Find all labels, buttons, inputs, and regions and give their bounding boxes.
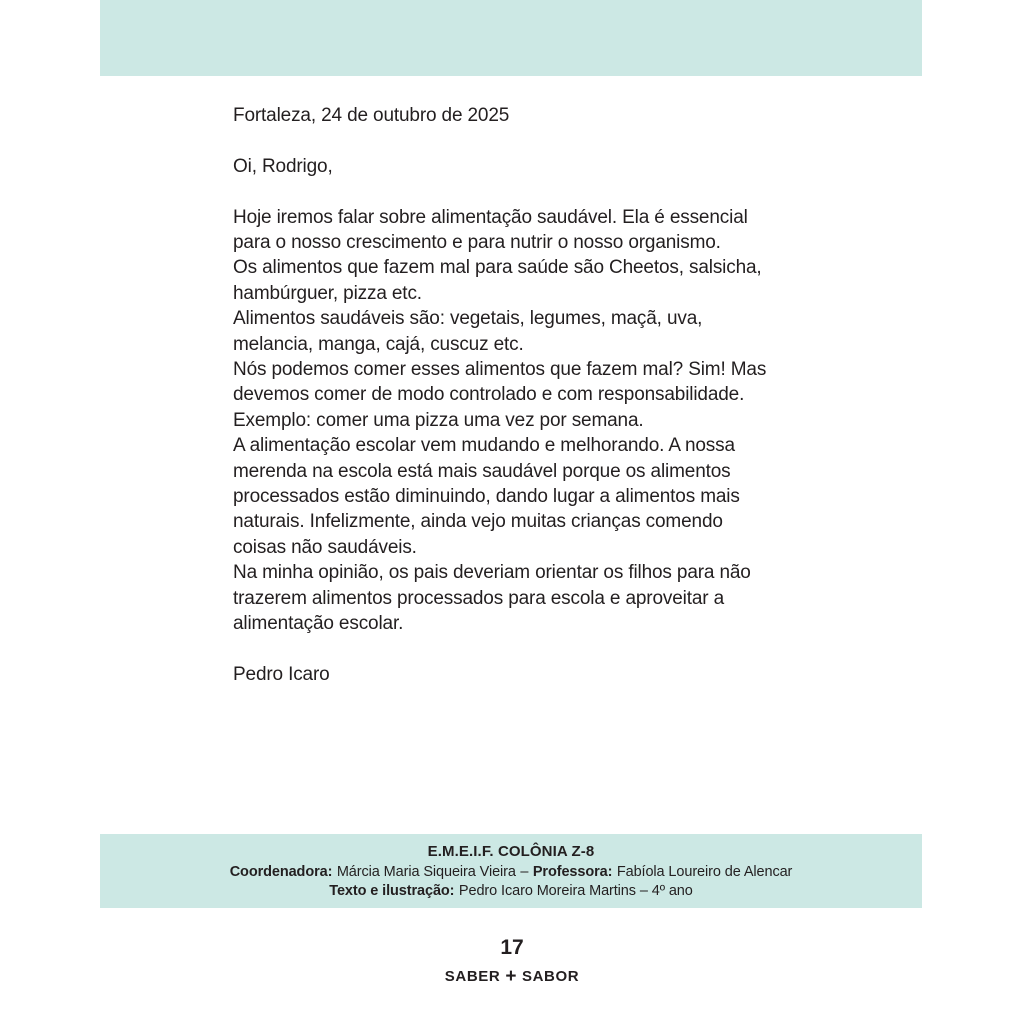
- letter-date: Fortaleza, 24 de outubro de 2025: [233, 105, 510, 126]
- letter-body-line: naturais. Infelizmente, ainda vejo muitas crianças comendo: [233, 511, 723, 533]
- footer-credits: [100, 834, 922, 908]
- letter-body-line: devemos comer de modo controlado e com responsabilidade.: [233, 384, 745, 406]
- letter-body-line: melancia, manga, cajá, cuscuz etc.: [233, 333, 524, 355]
- letter-signature: Pedro Icaro: [233, 663, 330, 685]
- teacher-name: Fabíola Loureiro de Alencar: [616, 863, 793, 880]
- letter-body-line: merenda na escola está mais saudável porque os alimentos: [233, 460, 731, 482]
- page-number: 17: [500, 936, 524, 959]
- letter-salutation: Oi, Rodrigo,: [233, 155, 333, 177]
- header-band: [100, 0, 922, 76]
- letter-body-line: trazerem alimentos processados para escola e aproveitar a: [233, 587, 724, 609]
- footer-staff-line: [230, 864, 793, 880]
- letter-body-line: processados estão diminuindo, dando lugar a alimentos mais: [233, 486, 740, 508]
- letter-body-line: para o nosso crescimento e para nutrir o nosso organismo.: [233, 232, 721, 253]
- imprint-word-left: SABER: [444, 968, 501, 985]
- credits-value: Pedro Icaro Moreira Martins – 4º ano: [458, 883, 693, 899]
- letter-body-line: Hoje iremos falar sobre alimentação saudável. Ela é essencial: [233, 206, 748, 228]
- separator-dash: –: [520, 863, 529, 880]
- school-name: E.M.E.I.F. COLÔNIA Z-8: [427, 843, 595, 860]
- letter-body-line: A alimentação escolar vem mudando e melhorando. A nossa: [233, 435, 735, 457]
- letter-body-line: Exemplo: comer uma pizza uma vez por semana.: [233, 409, 644, 431]
- plus-icon: +: [505, 966, 518, 987]
- letter-body-line: hambúrguer, pizza etc.: [233, 282, 422, 304]
- letter-text-block: [233, 103, 808, 687]
- letter-body-line: coisas não saudáveis.: [233, 536, 417, 558]
- footer-credits-line: [329, 883, 692, 899]
- coordinator-name: Márcia Maria Siqueira Vieira: [336, 863, 516, 880]
- imprint-word-right: SABOR: [522, 968, 580, 985]
- letter-body-line: Nós podemos comer esses alimentos que fazem mal? Sim! Mas: [233, 359, 767, 381]
- letter-body-line: Alimentos saudáveis são: vegetais, legumes, maçã, uva,: [233, 308, 703, 330]
- letter-body-line: Os alimentos que fazem mal para saúde são Cheetos, salsicha,: [233, 257, 762, 279]
- letter-body: [233, 205, 808, 637]
- teacher-label: Professora:: [532, 863, 613, 880]
- letter-body-line: alimentação escolar.: [233, 613, 404, 635]
- coordinator-label: Coordenadora:: [229, 863, 333, 880]
- letter-body-line: Na minha opinião, os pais deveriam orientar os filhos para não: [233, 562, 751, 584]
- credits-label: Texto e ilustração:: [329, 883, 455, 899]
- publication-imprint: [0, 966, 1024, 988]
